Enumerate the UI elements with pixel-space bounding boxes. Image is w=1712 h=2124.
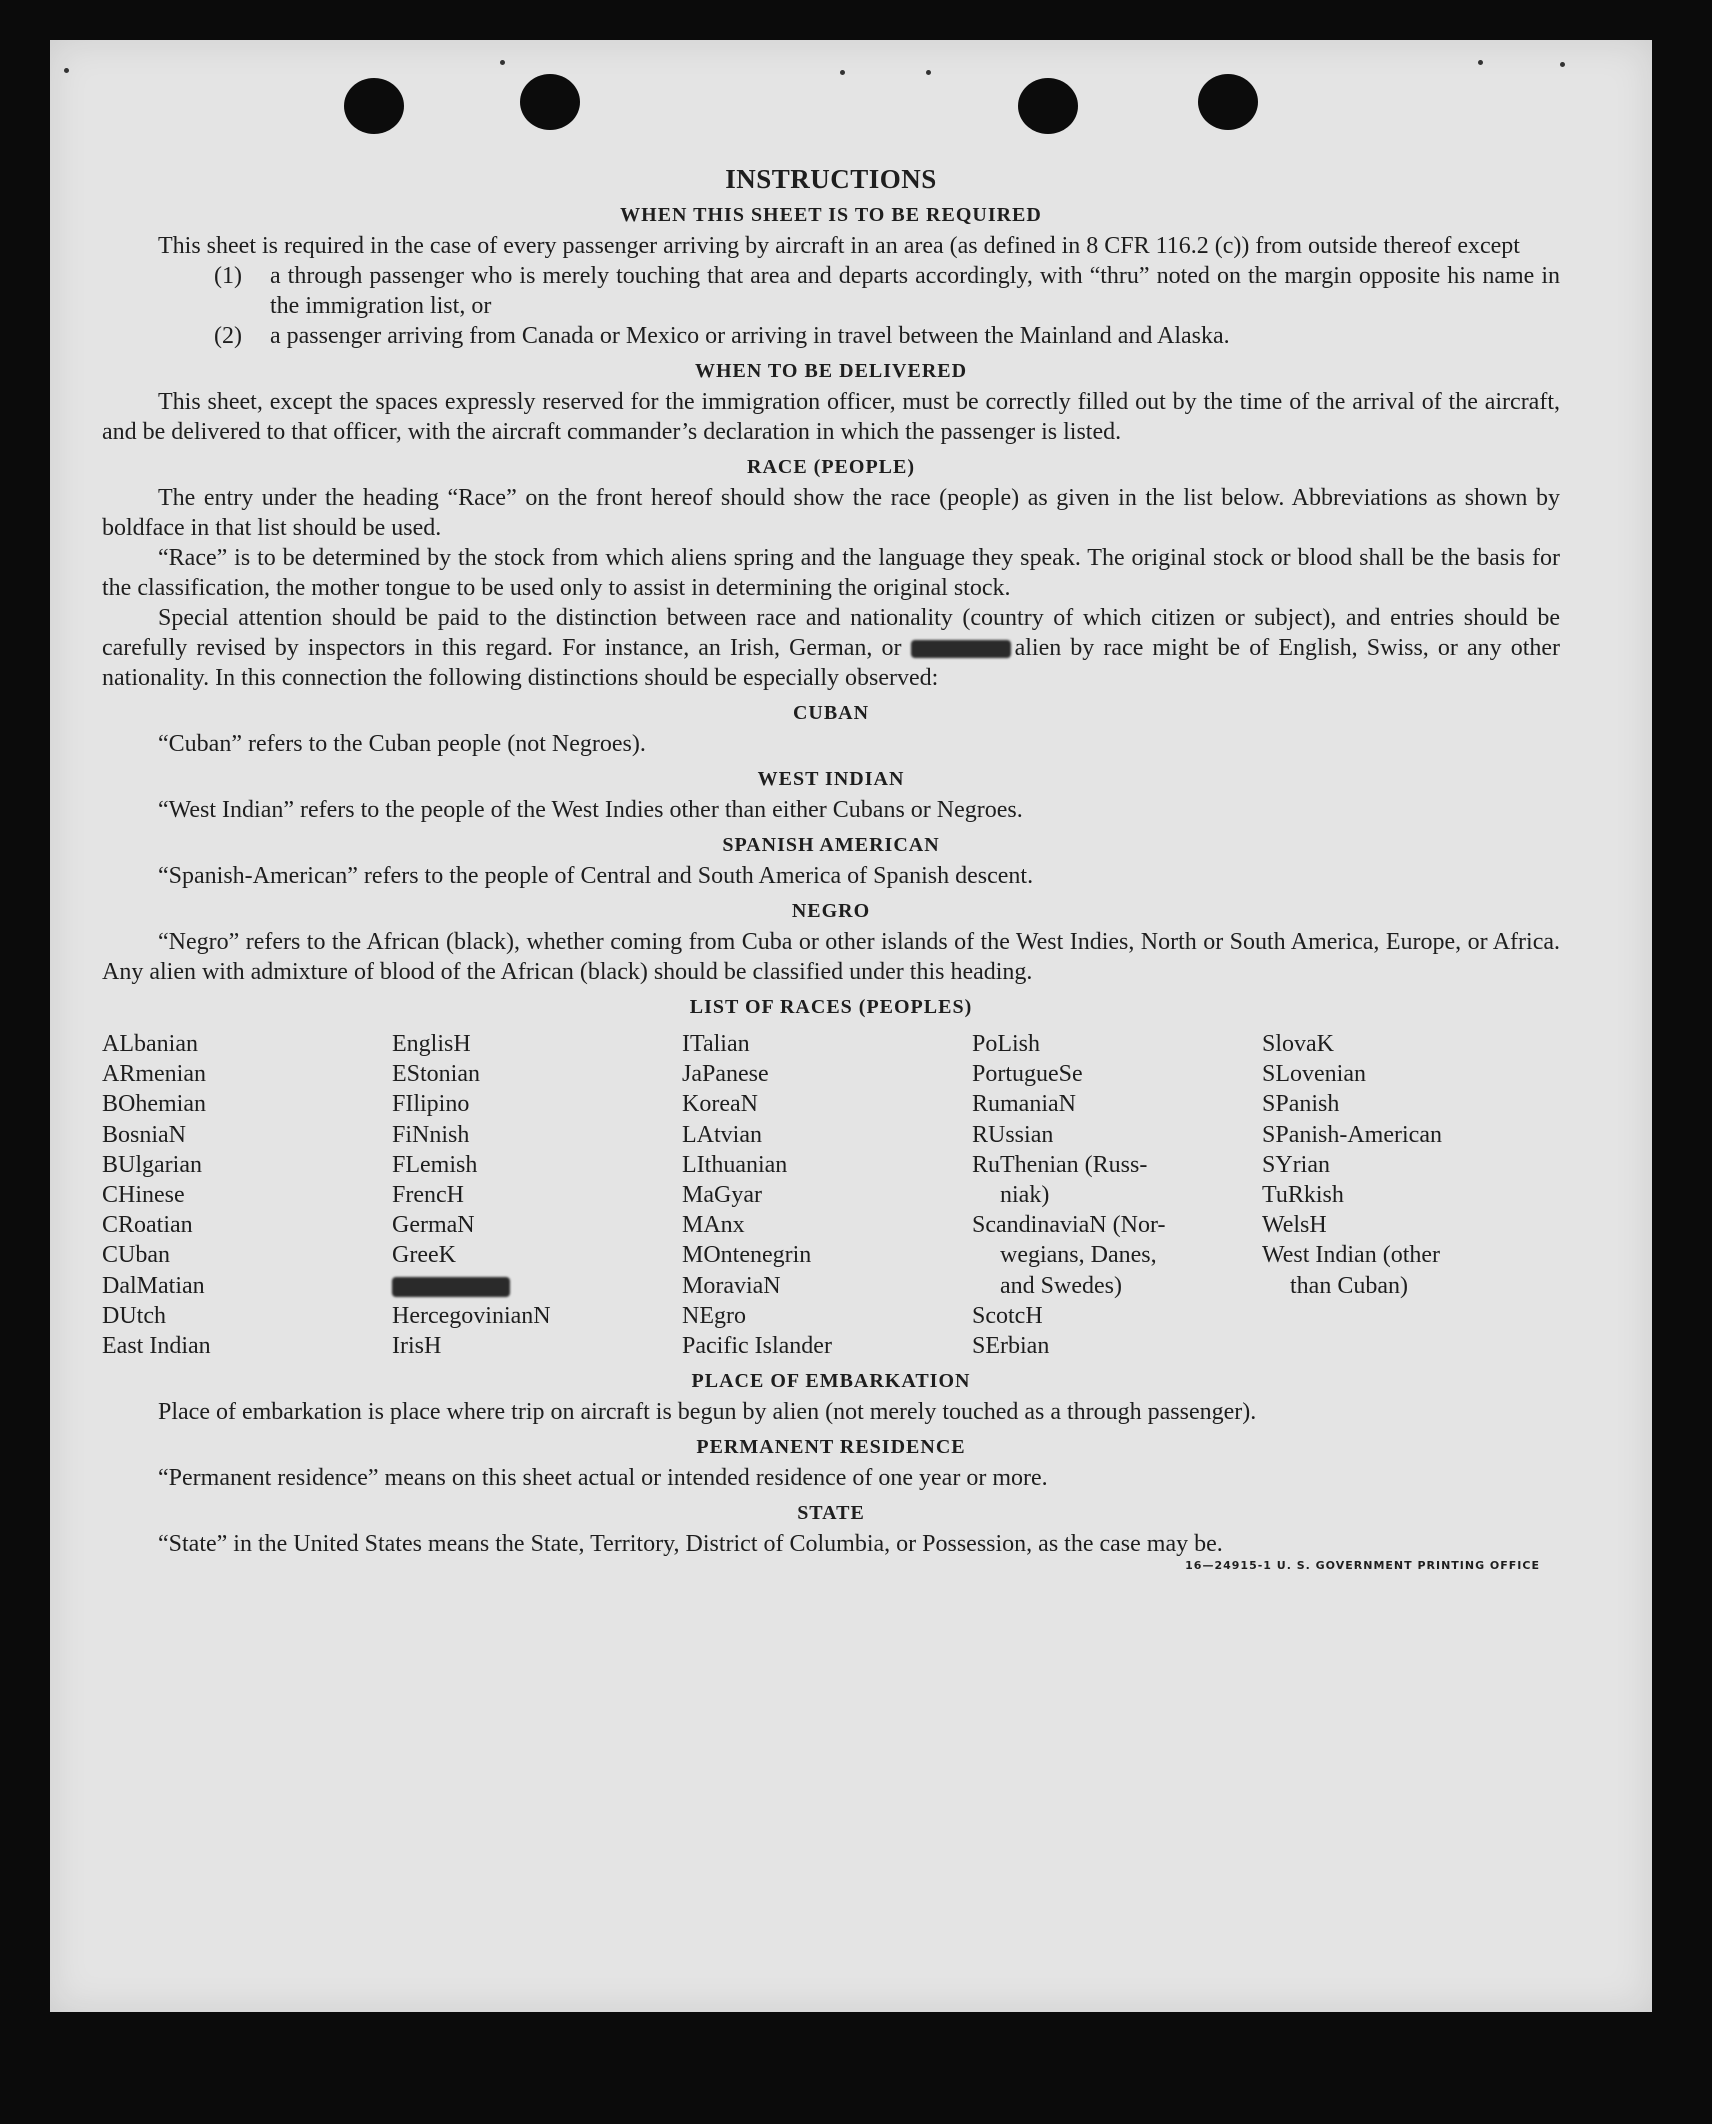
race-column-1 [102,1029,392,1361]
residence-text: “Permanent residence” means on this sheet actual or intended residence of one year or more. [158,1465,1048,1492]
race-list-item: RUssian [972,1121,1054,1148]
race-list-item: ALbanian [102,1031,198,1057]
when-required-intro: This sheet is required in the case of every passenger arriving by aircraft in an area (as defined in 8 CFR 116.2 (c)) from outside thereof except [158,233,1520,259]
race-list-item: ScandinaviaN (Nor- [972,1212,1166,1239]
race-list-item: West Indian (other [1262,1242,1441,1269]
punch-hole [1018,78,1078,134]
race-list-item: SLovenian [1262,1061,1366,1088]
race-list-item: CHinese [102,1182,185,1209]
section-heading-state: STATE [797,1502,865,1525]
section-heading-residence: PERMANENT RESIDENCE [696,1436,966,1459]
speck [64,68,69,73]
race-list-item: CRoatian [102,1212,193,1239]
embarkation-text: Place of embarkation is place where trip on aircraft is begun by alien (not merely touched as a through passenger). [158,1399,1257,1426]
speck [1560,62,1565,67]
race-list [102,1029,1560,1361]
race-list-item: ITalian [682,1031,750,1057]
race-list-item: MAnx [682,1212,745,1239]
race-list-item: FIlipino [392,1091,470,1118]
race-column-3 [682,1029,972,1361]
race-paragraph-3 [102,603,1560,693]
exception-item [214,321,1560,351]
race-list-item: CUban [102,1242,170,1269]
race-column-4 [972,1029,1262,1361]
state-text: “State” in the United States means the State, Territory, District of Columbia, or Possession, as the case may be. [158,1531,1223,1558]
when-delivered-text: This sheet, except the spaces expressly reserved for the immigration officer, must be correctly filled out by the time of the arrival of the aircraft, and be delivered to that officer, with the aircraft commander’s declaration in which the passenger is listed. [102,389,1560,445]
race-list-item: RumaniaN [972,1091,1076,1118]
race-list-item: BUlgarian [102,1151,202,1178]
race-paragraph-1: The entry under the heading “Race” on the front hereof should show the race (people) as given in the list below. Abbreviations as shown by boldface in that list should be used. [102,485,1560,541]
race-list-item: BosniaN [102,1121,186,1148]
race-list-item: IrisH [392,1333,442,1360]
section-heading-cuban: CUBAN [792,702,870,724]
race-list-item: SlovaK [1262,1031,1334,1057]
race-list-item: BOhemian [102,1091,206,1118]
footer [102,1559,1560,1572]
race-list-item: HercegovinianN [392,1302,551,1329]
race-list-item: DUtch [102,1302,166,1329]
document-sheet [50,40,1652,2012]
race-list-item: SYrian [1262,1151,1330,1178]
race-list-item: East Indian [102,1333,211,1360]
section-heading-list-of-races: LIST OF RACES (PEOPLES) [689,996,973,1018]
speck [840,70,845,75]
section-heading-when-required: WHEN THIS SHEET IS TO BE REQUIRED [620,204,1042,226]
race-list-item: FLemish [392,1151,478,1178]
race-list-item: SPanish [1262,1091,1340,1118]
printing-office-imprint: 16—24915-1 U. S. GOVERNMENT PRINTING OFFICE [1185,1559,1540,1573]
exception-number: (2) [214,323,242,349]
race-list-item: FrencH [392,1182,464,1209]
section-heading-spanish-american: SPANISH AMERICAN [722,834,940,856]
race-list-redacted [392,1271,682,1301]
race-list-item: Pacific Islander [682,1333,832,1360]
punch-hole [1198,74,1258,130]
race-list-item: DalMatian [102,1272,205,1299]
race-list-item: PoLish [972,1031,1041,1057]
redaction-mark [392,1277,510,1297]
negro-text: “Negro” refers to the African (black), whether coming from Cuba or other islands of the West Indies, North or South America, Europe, or Africa. Any alien with admixture of blood of the African (black) should be classified under this heading. [102,929,1560,985]
section-heading-embarkation: PLACE OF EMBARKATION [691,1370,971,1393]
punch-hole [520,74,580,130]
race-list-item-continuation: than Cuban) [1290,1272,1408,1299]
race-list-item: ARmenian [102,1061,206,1088]
race-list-item: JaPanese [682,1061,769,1088]
race-list-item: GreeK [392,1242,456,1269]
exception-text: a passenger arriving from Canada or Mexico or arriving in travel between the Mainland and Alaska. [270,323,1230,349]
race-list-item: MOntenegrin [682,1242,812,1269]
race-column-5 [1262,1029,1552,1361]
race-list-item: FiNnish [392,1121,470,1148]
instructions-content [102,164,1560,1572]
punch-hole [344,78,404,134]
exception-number: (1) [214,263,242,289]
race-list-item: PortugueSe [972,1061,1083,1088]
race-column-2 [392,1029,682,1361]
section-heading-race: RACE (PEOPLE) [747,456,915,478]
west-indian-text: “West Indian” refers to the people of the West Indies other than either Cubans or Negroes. [158,797,1023,823]
section-heading-negro: NEGRO [791,900,871,922]
page-title: INSTRUCTIONS [725,164,937,194]
race-list-item: SPanish-American [1262,1121,1442,1148]
race-list-item: EnglisH [392,1031,471,1057]
race-list-item: LAtvian [682,1121,762,1148]
redaction-mark [911,640,1011,658]
race-list-item: LIthuanian [682,1151,788,1178]
race-list-item: EStonian [392,1061,480,1088]
race-list-item: NEgro [682,1302,746,1329]
section-heading-west-indian: WEST INDIAN [757,768,905,790]
section-heading-when-delivered: WHEN TO BE DELIVERED [694,360,968,382]
race-paragraph-2: “Race” is to be determined by the stock from which aliens spring and the language they speak. The original stock or blood shall be the basis for the classification, the mother tongue to be used only to assist in determining the original stock. [102,545,1560,601]
exception-item [214,261,1560,321]
race-list-item: MaGyar [682,1182,762,1209]
cuban-text: “Cuban” refers to the Cuban people (not Negroes). [158,731,646,757]
race-list-item-continuation: wegians, Danes, [1000,1242,1157,1269]
race-list-item: ScotcH [972,1302,1043,1329]
race-list-item: KoreaN [682,1091,758,1118]
speck [926,70,931,75]
speck [500,60,505,65]
race-list-item-continuation: niak) [1000,1182,1050,1209]
race-list-item: GermaN [392,1212,475,1239]
race-paragraph-3-end: alien by race might be of English, Swiss, or any other nationality. In this connection the following distinctions should be especially observed: [102,635,1561,691]
race-list-item: WelsH [1262,1212,1327,1239]
race-list-item-continuation: and Swedes) [1000,1272,1122,1299]
spanish-american-text: “Spanish-American” refers to the people of Central and South America of Spanish descent. [158,863,1034,889]
race-list-item: TuRkish [1262,1182,1344,1209]
exception-text: a through passenger who is merely touching that area and departs accordingly, with “thru” noted on the margin opposite his name in the immigration list, or [270,263,1560,319]
race-list-item: MoraviaN [682,1272,781,1299]
race-list-item: RuThenian (Russ- [972,1151,1148,1178]
speck [1478,60,1483,65]
race-list-item: SErbian [972,1333,1050,1360]
race-paragraph-3-start: Special attention should be paid to the distinction between race and nationality (country of which citizen or subject), and entries should be carefully revised by inspectors in this regard. For instance, an Irish, German, or [102,605,1560,661]
